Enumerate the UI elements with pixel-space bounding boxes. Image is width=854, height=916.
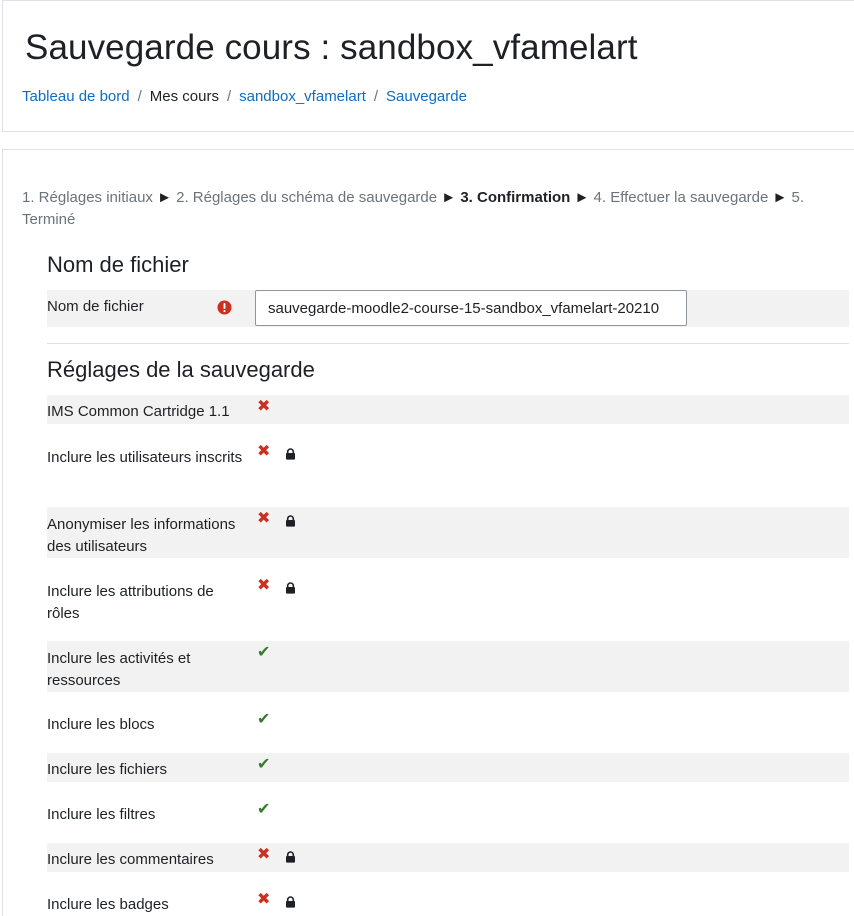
backup-setting-row — [47, 395, 849, 424]
setting-label: IMS Common Cartridge 1.1 — [47, 403, 230, 420]
cross-icon: ✖ — [257, 891, 271, 908]
backup-setting-row — [47, 708, 849, 737]
breadcrumb — [22, 88, 467, 105]
step-arrow-icon: ► — [437, 189, 461, 206]
backup-setting-row — [47, 574, 849, 624]
step-arrow-icon: ► — [768, 189, 792, 206]
lock-icon — [285, 512, 296, 524]
required-icon — [217, 300, 232, 315]
filename-label: Nom de fichier — [47, 298, 144, 315]
cross-icon: ✖ — [257, 846, 271, 863]
setting-label: Inclure les badges — [47, 896, 169, 913]
check-icon: ✔ — [257, 801, 271, 818]
cross-icon: ✖ — [257, 577, 271, 594]
progress-step: 1. Réglages initiaux — [22, 189, 153, 206]
backup-setting-row — [47, 888, 849, 916]
backup-setting-row — [47, 641, 849, 692]
progress-step: 4. Effectuer la sauvegarde — [593, 189, 769, 206]
step-arrow-icon: ► — [570, 189, 594, 206]
filename-section-heading: Nom de fichier — [47, 252, 189, 277]
setting-label: Inclure les attributions de rôles — [47, 583, 214, 622]
settings-section-heading: Réglages de la sauvegarde — [47, 357, 315, 382]
setting-label: Inclure les utilisateurs inscrits — [47, 449, 243, 466]
backup-progress-steps — [22, 187, 822, 231]
step-arrow-icon: ► — [152, 189, 177, 206]
breadcrumb-item[interactable]: Sauvegarde — [386, 88, 467, 105]
cross-icon: ✖ — [257, 398, 271, 415]
lock-icon — [285, 579, 296, 591]
current-step: 3. Confirmation — [460, 189, 571, 206]
backup-setting-row — [47, 507, 849, 558]
setting-label: Anonymiser les informations des utilisateurs — [47, 516, 236, 555]
breadcrumb-item: Mes cours — [149, 88, 219, 105]
lock-icon — [285, 445, 296, 457]
lock-icon — [285, 848, 296, 860]
breadcrumb-item[interactable]: sandbox_vfamelart — [239, 88, 366, 105]
filename-input[interactable] — [255, 290, 687, 326]
setting-label: Inclure les activités et ressources — [47, 650, 191, 689]
progress-step: 5. Terminé — [22, 189, 805, 228]
backup-setting-row — [47, 753, 849, 782]
progress-step: 2. Réglages du schéma de sauvegarde — [176, 189, 438, 206]
cross-icon: ✖ — [257, 510, 271, 527]
setting-label: Inclure les fichiers — [47, 761, 168, 778]
backup-setting-row — [47, 798, 849, 827]
filename-row — [47, 290, 849, 327]
cross-icon: ✖ — [257, 443, 271, 460]
check-icon: ✔ — [257, 756, 271, 773]
lock-icon — [285, 893, 296, 905]
check-icon: ✔ — [257, 644, 271, 661]
setting-label: Inclure les commentaires — [47, 851, 214, 868]
check-icon: ✔ — [257, 711, 271, 728]
section-divider — [47, 343, 849, 344]
breadcrumb-separator: / — [373, 88, 379, 105]
setting-label: Inclure les filtres — [47, 806, 156, 823]
setting-label: Inclure les blocs — [47, 716, 155, 733]
breadcrumb-item[interactable]: Tableau de bord — [22, 88, 130, 105]
backup-setting-row — [47, 440, 849, 490]
breadcrumb-separator: / — [137, 88, 142, 105]
breadcrumb-separator: / — [226, 88, 232, 105]
backup-setting-row — [47, 843, 849, 872]
page-title: Sauvegarde cours : sandbox_vfamelart — [25, 28, 638, 67]
